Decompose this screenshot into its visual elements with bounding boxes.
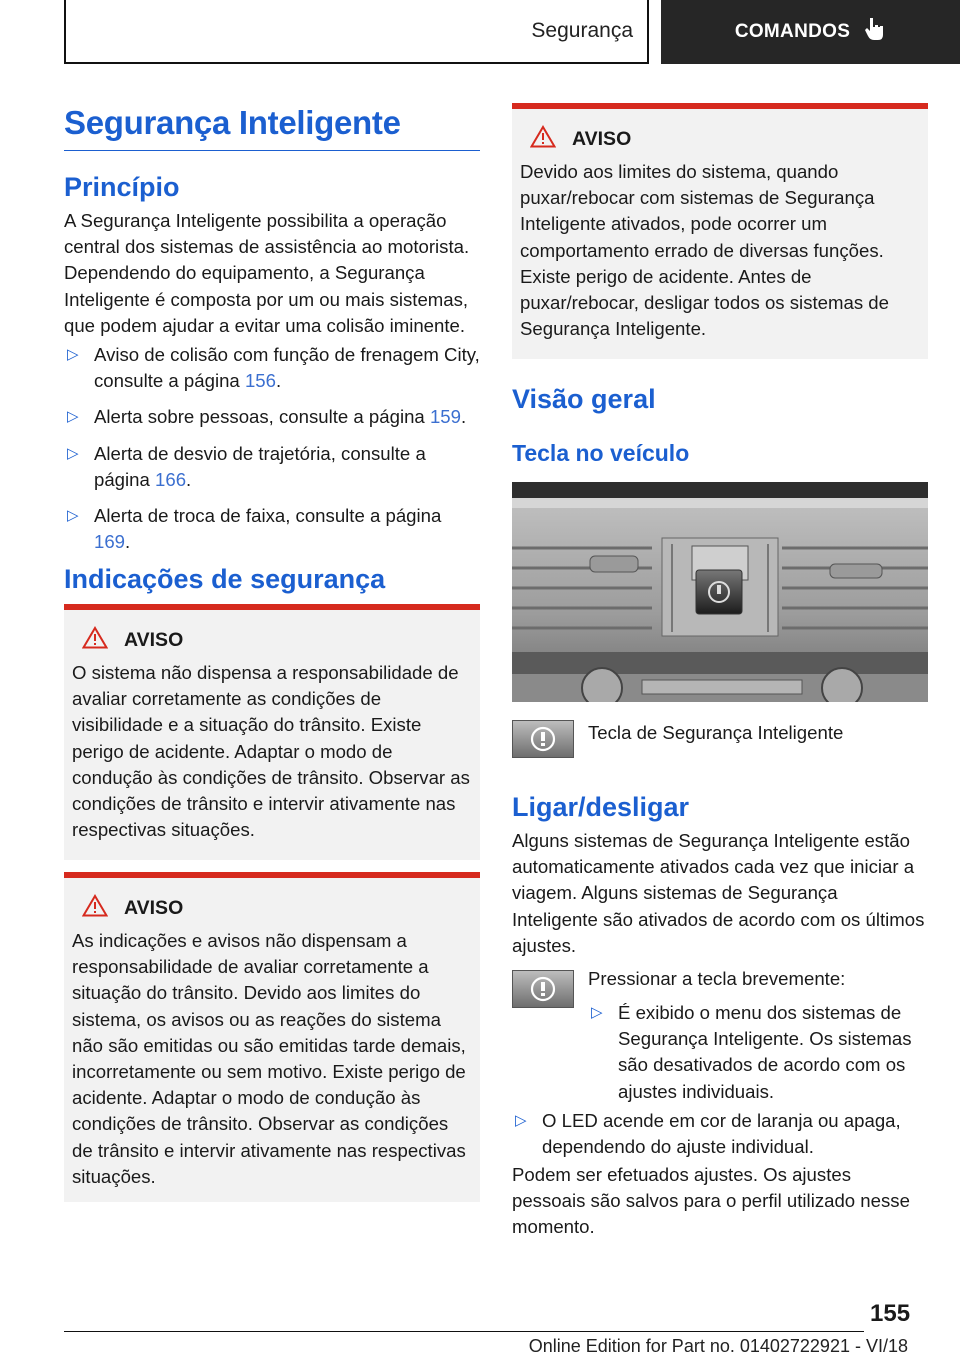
header-section-label: Segurança (531, 19, 633, 42)
header-chapter-tab (661, 0, 960, 64)
warning-title: AVISO (124, 628, 184, 651)
press-instruction: Pressionar a tecla brevemente: (588, 968, 846, 989)
header-chapter-label: COMANDOS (734, 21, 851, 42)
page-title: Segurança Inteligente (64, 104, 480, 151)
warning-box (64, 872, 480, 1202)
hand-pointer-icon (864, 16, 886, 48)
overview-heading: Visão geral (512, 384, 656, 414)
warning-box (512, 103, 928, 359)
list-item: ▷ Aviso de colisão com função de frenagem City, consulte a página 156. (67, 344, 480, 392)
list-item: ▷ Alerta sobre pessoas, consulte a página 159. (64, 404, 480, 430)
page-link[interactable]: 169 (94, 531, 126, 553)
warning-body: Devido aos limites do sistema, quando puxar/rebocar com sistemas de Segurança Inteligente ativados, pode ocorrer um comportamento errado de diversas funções. Existe perigo de acidente. Antes de puxar/rebocar, desligar todos os sistemas de Segurança Inteligente. (520, 161, 889, 340)
bullet-triangle-icon: ▷ (67, 444, 79, 462)
edition-note: Online Edition for Part no. 01402722921 - VI/18 (528, 1336, 908, 1356)
principle-body: A Segurança Inteligente possibilita a operação central dos sistemas de assistência ao motorista. Dependendo do equipamento, a Segurança Inteligente é composta por um ou mais sistemas, que podem ajudar a evitar uma colisão iminente. (64, 210, 470, 336)
list-item: ▷ Alerta de troca de faixa, consulte a página 169. (67, 505, 442, 553)
warning-box (64, 604, 480, 860)
page-link[interactable]: 166 (155, 468, 187, 490)
intelligent-safety-key-icon (512, 720, 574, 758)
onoff-heading: Ligar/desligar (512, 792, 690, 822)
press-sublist (588, 1000, 928, 1115)
key-caption: Tecla de Segurança Inteligente (588, 722, 844, 743)
bullet-triangle-icon: ▷ (67, 408, 79, 426)
page-link[interactable]: 159 (429, 406, 461, 428)
principle-list (64, 342, 480, 565)
bullet-triangle-icon: ▷ (515, 1112, 527, 1129)
key-caption-row (512, 720, 928, 764)
list-item: ▷ Alerta de desvio de trajetória, consulte a página 166. (67, 442, 426, 490)
warning-triangle-icon (82, 894, 108, 922)
dashboard-key-photo (512, 482, 928, 702)
warning-title: AVISO (572, 127, 632, 150)
header-section-box (64, 0, 649, 64)
onoff-body: Alguns sistemas de Segurança Inteligente estão automaticamente ativados cada vez que iniciar a viagem. Alguns sistemas de Segurança Inteligente são ativados de acordo com os últimos ajustes. (512, 830, 925, 956)
bullet-triangle-icon: ▷ (67, 346, 79, 363)
key-subheading: Tecla no veículo (512, 440, 690, 466)
safety-heading: Indicações de segurança (64, 564, 386, 594)
onoff-closing: Podem ser efetuados ajustes. Os ajustes pessoais são salvos para o perfil utilizado nesse momento. (512, 1164, 910, 1238)
intelligent-safety-key-icon (512, 970, 574, 1008)
warning-body: O sistema não dispensa a responsabilidade de avaliar corretamente as condições de visibilidade e a situação do trânsito. Existe perigo de acidente. Adaptar o modo de condução às condições de trânsito. Observar as condições de trânsito e intervir ativamente nas respectivas situações. (72, 662, 470, 841)
list-item: ▷ O LED acende em cor de laranja ou apaga, dependendo do ajuste individual. (515, 1110, 901, 1158)
list-item: ▷ É exibido o menu dos sistemas de Segurança Inteligente. Os sistemas são desativados de acordo com os ajustes individuais. (591, 1002, 912, 1102)
warning-body: As indicações e avisos não dispensam a responsabilidade de avaliar corretamente a situação do trânsito. Devido aos limites do sistema, os avisos ou as reações do sistema não são emitidas ou são emitidas tarde demais, incorretamente ou sem motivo. Existe perigo de acidente. Adaptar o modo de condução às condições de trânsito. Observar as condições de trânsito e intervir ativamente nas respectivas situações. (72, 930, 466, 1187)
principle-heading: Princípio (64, 172, 180, 202)
warning-triangle-icon (530, 125, 556, 153)
warning-triangle-icon (82, 626, 108, 654)
bullet-triangle-icon: ▷ (67, 507, 79, 525)
footer-divider (64, 1331, 864, 1332)
bullet-triangle-icon: ▷ (591, 1004, 603, 1021)
warning-title: AVISO (124, 896, 184, 919)
page-number: 155 (870, 1300, 911, 1327)
page-link[interactable]: 156 (244, 370, 276, 392)
